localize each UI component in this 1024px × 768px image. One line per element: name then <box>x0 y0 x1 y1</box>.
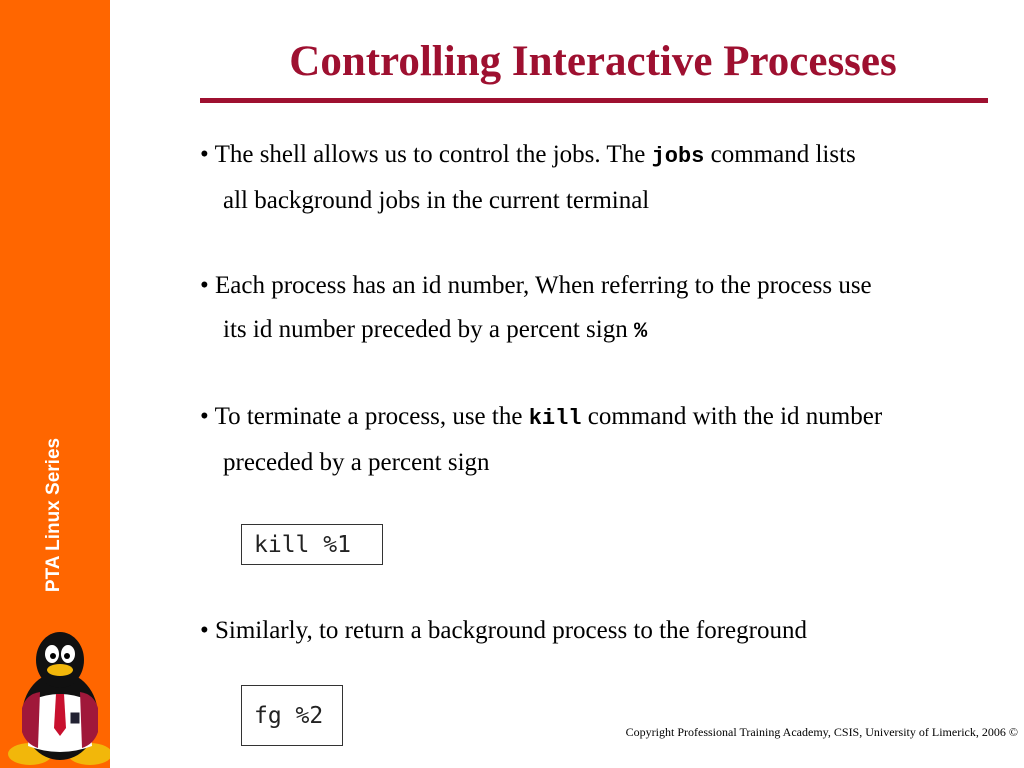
bullet-continuation: preceded by a percent sign <box>223 449 490 476</box>
command-text: fg %2 <box>254 703 324 729</box>
bullet-text: its id number preceded by a percent sign <box>223 316 634 343</box>
bullet-text: Similarly, to return a background process to the foreground <box>215 617 807 644</box>
bullet-marker: • <box>200 141 209 168</box>
command-box-fg <box>241 685 343 746</box>
code-percent: % <box>633 319 648 344</box>
bullet-marker: • <box>200 403 209 430</box>
bullet-text: command lists <box>704 141 856 168</box>
sidebar <box>0 0 110 768</box>
series-label: PTA Linux Series <box>43 437 64 593</box>
bullet-continuation <box>200 308 1000 354</box>
bullet-text: To terminate a process, use the <box>214 403 529 430</box>
command-text: kill %1 <box>254 532 351 558</box>
bullet-jobs <box>200 133 1000 223</box>
title-underline <box>200 98 988 103</box>
penguin-mascot-icon <box>8 628 110 768</box>
bullet-kill <box>200 395 1000 485</box>
bullet-text: command with the id number <box>581 403 883 430</box>
bullet-text: Each process has an id number, When referring to the process use <box>215 272 872 299</box>
bullet-text: The shell allows us to control the jobs. The <box>214 141 652 168</box>
bullet-marker: • <box>200 272 209 299</box>
command-box-kill <box>241 524 383 565</box>
code-jobs: jobs <box>651 144 705 169</box>
bullet-continuation: all background jobs in the current terminal <box>223 187 650 214</box>
copyright-footer: Copyright Professional Training Academy, CSIS, University of Limerick, 2006 © <box>625 725 1018 739</box>
code-kill: kill <box>528 406 582 431</box>
bullet-marker: • <box>200 617 209 644</box>
bullet-process-id <box>200 264 1000 354</box>
page-title: Controlling Interactive Processes <box>289 38 897 85</box>
bullet-foreground <box>200 609 1000 653</box>
